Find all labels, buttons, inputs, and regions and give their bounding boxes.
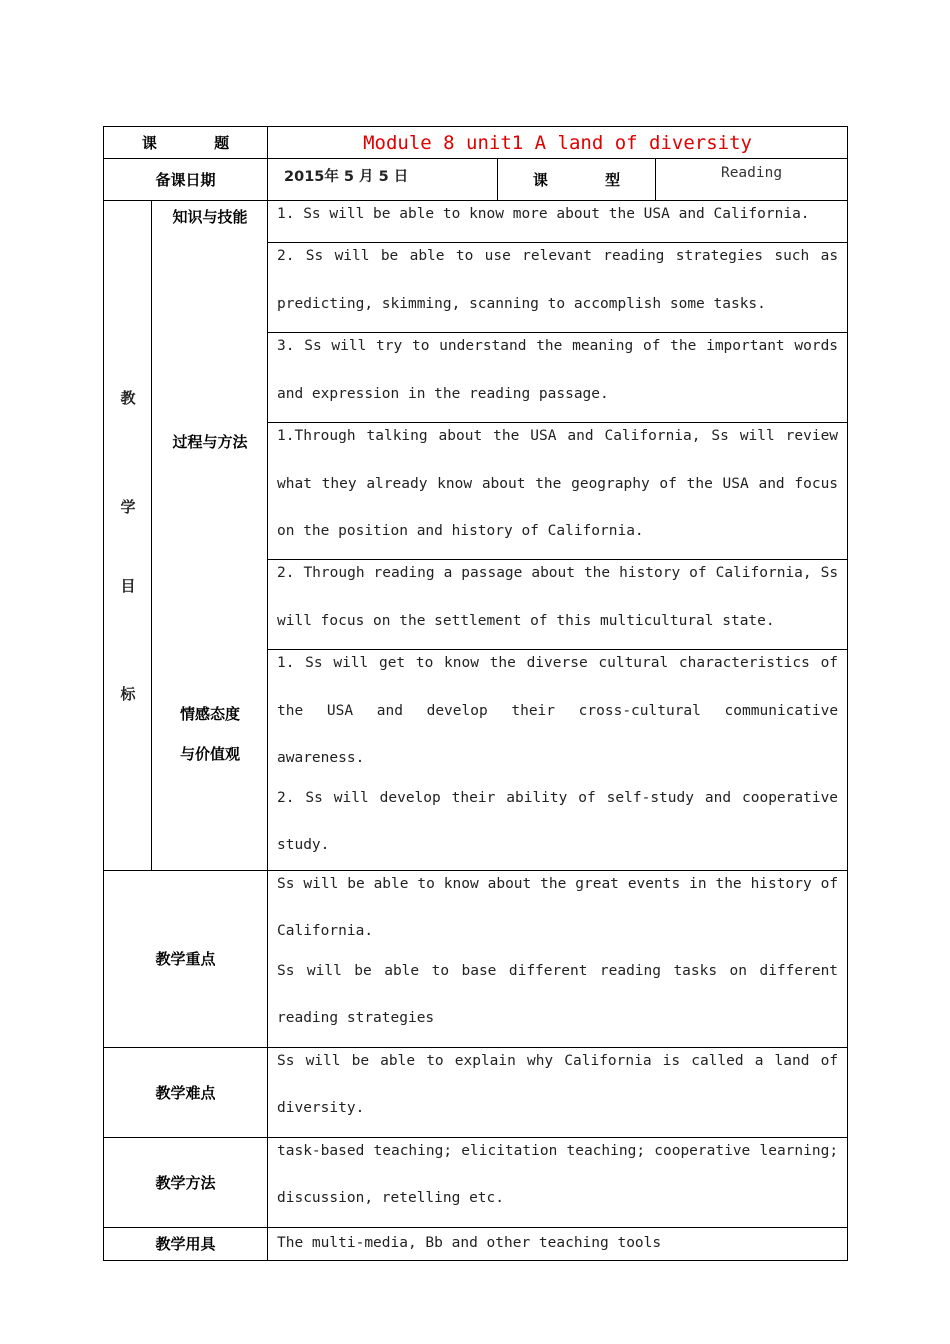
side-char: 目: [120, 577, 136, 595]
topic-row: [104, 127, 848, 159]
emotion-items: 1. Ss will get to know the diverse cultural characteristics of the USA and develop their cross-cultural communicative awareness. 2. Ss will develop their ability of self-study and cooperative study.: [268, 650, 848, 871]
difficult-points-label: 教学难点: [104, 1047, 268, 1137]
methods-text: task-based teaching; elicitation teaching; cooperative learning; discussion, retelling etc.: [268, 1137, 848, 1227]
knowledge-item-3: 3. Ss will try to understand the meaning of the important words and expression in the reading passage.: [268, 333, 848, 423]
emotion-label-line2: 与价值观: [179, 745, 240, 763]
type-label: 课 型: [498, 159, 656, 201]
knowledge-label: 知识与技能: [172, 208, 248, 226]
knowledge-item-2: 2. Ss will be able to use relevant reading strategies such as predicting, skimming, scanning to accomplish some tasks.: [268, 243, 848, 333]
objectives-side-label: [104, 201, 152, 871]
type-value: Reading: [656, 159, 848, 201]
key-points-label: 教学重点: [104, 870, 268, 1047]
objectives-category-column: [152, 201, 268, 871]
knowledge-item-1: 1. Ss will be able to know more about the USA and California.: [268, 201, 848, 243]
date-value: 2015年 5 月 5 日: [268, 159, 498, 201]
difficult-points-row: [104, 1047, 848, 1137]
difficult-points-text: Ss will be able to explain why California is called a land of diversity.: [268, 1047, 848, 1137]
key-points-row: [104, 870, 848, 1047]
process-label: 过程与方法: [172, 433, 248, 451]
methods-label: 教学方法: [104, 1137, 268, 1227]
emotion-label-line1: 情感态度: [179, 705, 240, 723]
tools-label: 教学用具: [104, 1227, 268, 1260]
side-char: 标: [120, 685, 136, 703]
tools-text: The multi-media, Bb and other teaching tools: [268, 1227, 848, 1260]
methods-row: [104, 1137, 848, 1227]
process-item-2: 2. Through reading a passage about the history of California, Ss will focus on the settlement of this multicultural state.: [268, 560, 848, 650]
date-label: 备课日期: [104, 159, 268, 201]
side-char: 教: [120, 389, 136, 407]
process-item-1: 1.Through talking about the USA and California, Ss will review what they already know about the geography of the USA and focus on the position and history of California.: [268, 423, 848, 560]
lesson-title: Module 8 unit1 A land of diversity: [268, 127, 848, 159]
side-char: 学: [120, 498, 136, 516]
key-points-text: Ss will be able to know about the great events in the history of California. Ss will be able to base different reading tasks on different reading strategies: [268, 870, 848, 1047]
tools-row: [104, 1227, 848, 1260]
lesson-plan-table: [103, 126, 848, 1261]
topic-label: 课 题: [104, 127, 268, 159]
